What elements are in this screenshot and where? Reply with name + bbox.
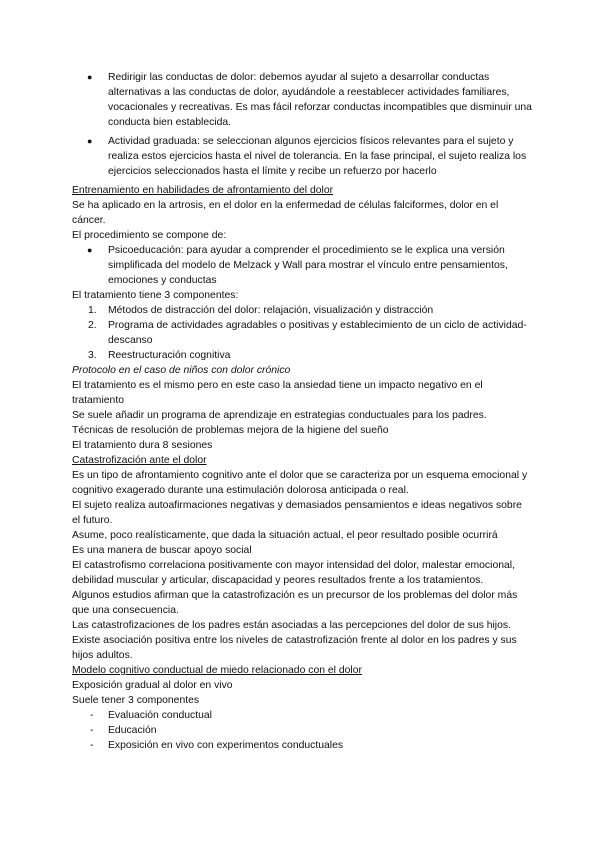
list-item: [72, 243, 532, 288]
dash-marker: -: [90, 725, 94, 736]
top-bullet-list: [72, 70, 532, 179]
item-text: Programa de actividades agradables o positivas y establecimiento de un ciclo de actividad-descanso: [108, 320, 527, 346]
paragraph: Las catastrofizaciones de los padres están asociadas a las percepciones del dolor de sus hijos.: [72, 620, 511, 631]
paragraph: Es una manera de buscar apoyo social: [72, 545, 252, 556]
section-heading-miedo-dolor: Modelo cognitivo conductual de miedo relacionado con el dolor: [72, 665, 362, 676]
list-item: [72, 134, 532, 179]
sub-heading-protocolo-ninos: Protocolo en el caso de niños con dolor crónico: [72, 365, 291, 376]
psicoeducacion-list: [72, 243, 532, 288]
document-page: [72, 70, 532, 753]
paragraph: El sujeto realiza autoafirmaciones negativas y demasiados pensamientos e ideas negativos sobre el futuro.: [72, 500, 522, 526]
item-text: Exposición en vivo con experimentos conductuales: [108, 740, 344, 751]
paragraph: El tratamiento dura 8 sesiones: [72, 440, 213, 451]
paragraph: Técnicas de resolución de problemas mejora de la higiene del sueño: [72, 425, 389, 436]
paragraph: Algunos estudios afirman que la catastrofización es un precursor de los problemas del dolor más que una consecuencia.: [72, 590, 518, 616]
bullet-text: Redirigir las conductas de dolor: debemos ayudar al sujeto a desarrollar conductas alternativas a las conductas de dolor, ayudándole a reestablecer actividades familiares, vocacionales y recreativas. Es mas fácil reforzar conductas incompatibles que disminuir una conducta bien establecida.: [108, 72, 532, 128]
number-marker: 1.: [88, 305, 97, 316]
list-item: [72, 318, 532, 348]
paragraph: Asume, poco realísticamente, que dada la situación actual, el peor resultado posible ocurrirá: [72, 530, 498, 541]
item-text: Evaluación conductual: [108, 710, 212, 721]
section-heading-catastrofizacion: Catastrofización ante el dolor: [72, 455, 207, 466]
item-text: Métodos de distracción del dolor: relajación, visualización y distracción: [108, 305, 434, 316]
paragraph: Exposición gradual al dolor en vivo: [72, 680, 233, 691]
bullet-text: Psicoeducación: para ayudar a comprender el procedimiento se le explica una versión simplificada del modelo de Melzack y Wall para mostrar el vínculo entre pensamientos, emociones y conductas: [108, 245, 508, 286]
list-item: [72, 348, 532, 363]
paragraph: El catastrofismo correlaciona positivamente con mayor intensidad del dolor, malestar emocional, debilidad muscular y articular, discapacidad y peores resultados frente a los tratamientos.: [72, 560, 515, 586]
list-item: [72, 303, 532, 318]
item-text: Educación: [108, 725, 157, 736]
paragraph: Se ha aplicado en la artrosis, en el dolor en la enfermedad de células falciformes, dolor en el cáncer.: [72, 200, 499, 226]
paragraph: Existe asociación positiva entre los niveles de catastrofización frente al dolor en los padres y sus hijos adultos.: [72, 635, 517, 661]
list-item: [72, 708, 532, 723]
paragraph: Suele tener 3 componentes: [72, 695, 200, 706]
paragraph: Se suele añadir un programa de aprendizaje en estrategias conductuales para los padres.: [72, 410, 487, 421]
paragraph: El tratamiento tiene 3 componentes:: [72, 290, 239, 301]
list-item: [72, 738, 532, 753]
list-item: [72, 70, 532, 130]
bullet-marker: ●: [87, 245, 93, 255]
paragraph: Es un tipo de afrontamiento cognitivo ante el dolor que se caracteriza por un esquema emocional y cognitivo exagerado durante una estimulación dolorosa anticipada o real.: [72, 470, 528, 496]
section-heading-afrontamiento: Entrenamiento en habilidades de afrontamiento del dolor: [72, 185, 334, 196]
dash-marker: -: [90, 740, 94, 751]
bullet-marker: ●: [87, 136, 93, 146]
paragraph: El tratamiento es el mismo pero en este caso la ansiedad tiene un impacto negativo en el tratamiento: [72, 380, 483, 406]
components-dash-list: [72, 708, 532, 753]
list-item: [72, 723, 532, 738]
number-marker: 2.: [88, 320, 97, 331]
bullet-text: Actividad graduada: se seleccionan algunos ejercicios físicos relevantes para el sujeto y realiza estos ejercicios hasta el nivel de tolerancia. En la fase principal, el sujeto realiza los ejercicios seleccionados hasta el límite y recibe un refuerzo por hacerlo: [108, 136, 527, 177]
number-marker: 3.: [88, 350, 97, 361]
dash-marker: -: [90, 710, 94, 721]
paragraph: El procedimiento se compone de:: [72, 230, 227, 241]
bullet-marker: ●: [87, 72, 93, 82]
item-text: Reestructuración cognitiva: [108, 350, 231, 361]
components-numbered-list: [72, 303, 532, 363]
